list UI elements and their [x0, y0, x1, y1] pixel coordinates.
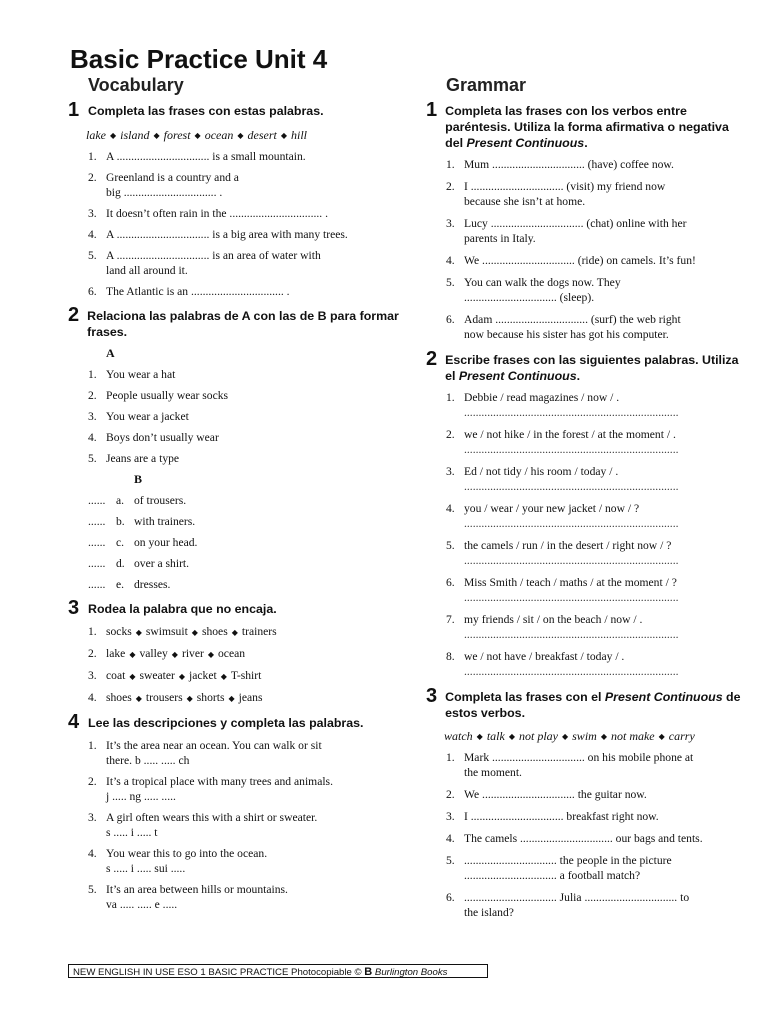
item-text — [464, 750, 746, 780]
word-option: shoes — [201, 625, 228, 638]
item-sentence-continued: the island? — [464, 906, 514, 919]
item-text — [106, 170, 400, 200]
list-item — [68, 690, 400, 706]
diamond-bullet-icon: ◆ — [476, 732, 483, 741]
diamond-bullet-icon: ◆ — [129, 672, 136, 681]
item-sentence: It’s a tropical place with many trees and animals. — [106, 775, 333, 788]
list-item — [68, 284, 400, 299]
diamond-bullet-icon: ◆ — [600, 732, 607, 741]
item-sentence-continued: land all around it. — [106, 264, 188, 277]
item-text: with trainers. — [134, 515, 196, 528]
list-item — [68, 738, 400, 768]
item-sentence: The Atlantic is an ................................ . — [106, 285, 290, 298]
item-number: 2. — [446, 180, 455, 193]
exercise-instruction: Escribe frases con las siguientes palabras. Utiliza el Present Continuous. — [445, 353, 739, 383]
answer-line: .......................................................................... — [464, 554, 679, 567]
item-number: 4. — [88, 431, 97, 444]
grammar-exercise-2 — [426, 349, 746, 679]
item-number: 2. — [88, 171, 97, 184]
vocab-exercise-3 — [68, 598, 400, 706]
diamond-bullet-icon: ◆ — [135, 628, 142, 637]
item-text — [106, 774, 400, 804]
diamond-bullet-icon: ◆ — [508, 732, 515, 741]
diamond-bullet-icon: ◆ — [110, 131, 117, 140]
item-number: 3. — [88, 811, 97, 824]
answer-blank: ...... — [88, 578, 106, 591]
item-number: 3. — [446, 810, 455, 823]
word-bank-item: forest — [163, 128, 191, 142]
item-sentence: You can walk the dogs now. They — [464, 276, 621, 289]
item-number: 4. — [446, 254, 455, 267]
exercise-instruction: Relaciona las palabras de A con las de B para formar frases. — [87, 309, 399, 339]
list-item — [426, 390, 746, 420]
word-option: river — [181, 647, 204, 660]
item-text: of trousers. — [134, 494, 187, 507]
diamond-bullet-icon: ◆ — [280, 131, 287, 140]
diamond-bullet-icon: ◆ — [561, 732, 569, 741]
item-number: 2. — [88, 647, 97, 660]
word-bank-item: hill — [291, 128, 308, 142]
exercise-number: 3 — [426, 685, 438, 707]
emphasis-text: Present Continuous — [458, 369, 577, 383]
diamond-bullet-icon: ◆ — [237, 131, 244, 140]
item-text — [464, 538, 746, 568]
list-item — [426, 809, 746, 824]
item-text — [464, 853, 746, 883]
item-sentence: A girl often wears this with a shirt or sweater. — [106, 811, 318, 824]
item-text — [464, 501, 746, 531]
item-text — [106, 430, 400, 445]
word-group — [106, 624, 400, 640]
page-footer — [68, 964, 488, 978]
word-option: trainers — [241, 625, 277, 638]
list-item — [68, 409, 400, 424]
item-number: 4. — [88, 691, 97, 704]
list-item — [426, 853, 746, 883]
emphasis-text: Present Continuous — [604, 690, 723, 704]
item-text — [464, 612, 746, 642]
word-option: shorts — [196, 691, 225, 704]
item-number: 6. — [446, 313, 455, 326]
word-bank-item: island — [120, 128, 150, 142]
exercise-items — [68, 738, 400, 912]
word-group — [106, 690, 400, 706]
list-item — [68, 367, 400, 382]
word-option: T-shirt — [230, 669, 262, 682]
diamond-bullet-icon: ◆ — [220, 672, 227, 681]
answer-blank: ...... — [88, 494, 106, 507]
answer-blank: ...... — [88, 536, 106, 549]
item-sentence: Adam ................................ (surf) the web right — [464, 313, 681, 326]
list-item — [68, 493, 400, 508]
list-item — [426, 612, 746, 642]
exercise-instruction: Rodea la palabra que no encaja. — [88, 602, 277, 616]
item-number: 3. — [446, 217, 455, 230]
answer-blank: ...... — [88, 557, 106, 570]
item-number: 4. — [88, 228, 97, 241]
item-text — [464, 157, 746, 172]
diamond-bullet-icon: ◆ — [194, 131, 201, 140]
word-bank-item: swim — [572, 729, 597, 743]
word-bank-item: not play — [518, 729, 558, 743]
exercise-number: 3 — [68, 597, 80, 619]
exercise-number: 4 — [68, 711, 80, 733]
list-item — [68, 248, 400, 278]
item-sentence: You wear a hat — [106, 368, 176, 381]
diamond-bullet-icon: ◆ — [228, 694, 235, 703]
item-text — [106, 810, 400, 840]
exercise-items — [68, 149, 400, 299]
item-sentence-continued: because she isn’t at home. — [464, 195, 586, 208]
item-text — [464, 275, 746, 305]
item-number: 5. — [88, 249, 97, 262]
item-number: 2. — [446, 788, 455, 801]
item-sentence: People usually wear socks — [106, 389, 229, 402]
item-number: 7. — [446, 613, 455, 626]
item-text — [464, 649, 746, 679]
item-sentence: Ed / not tidy / his room / today / . — [464, 465, 619, 478]
column-b-items — [68, 493, 400, 592]
item-sentence: Boys don’t usually wear — [106, 431, 219, 444]
item-text — [464, 390, 746, 420]
item-number: 1. — [446, 391, 455, 404]
item-text — [106, 409, 400, 424]
column-a-heading: A — [106, 346, 115, 360]
item-sentence: Jeans are a type — [106, 452, 180, 465]
grammar-column — [426, 100, 746, 927]
diamond-bullet-icon: ◆ — [178, 672, 186, 681]
item-sentence-continued: ................................ a football match? — [464, 869, 641, 882]
word-bank-item: watch — [444, 729, 473, 743]
item-number: 6. — [446, 891, 455, 904]
item-sentence: the camels / run / in the desert / right now / ? — [464, 539, 672, 552]
item-number: 3. — [88, 207, 97, 220]
item-sentence: It doesn’t often rain in the ................................ . — [106, 207, 328, 220]
item-sentence: I ................................ breakfast right now. — [464, 810, 659, 823]
list-item — [68, 646, 400, 662]
exercise-number: 2 — [426, 348, 438, 370]
item-text — [106, 388, 400, 403]
answer-line: .......................................................................... — [464, 665, 679, 678]
list-item — [426, 312, 746, 342]
diamond-bullet-icon: ◆ — [231, 628, 238, 637]
item-sentence-continued: there. b ..... ..... ch — [106, 754, 190, 767]
page-title: Basic Practice Unit 4 — [70, 44, 328, 74]
copyright-symbol: © — [354, 967, 362, 978]
list-item — [426, 575, 746, 605]
answer-line: .......................................................................... — [464, 443, 679, 456]
item-text — [106, 367, 400, 382]
list-item — [426, 501, 746, 531]
word-group — [106, 646, 400, 662]
publisher-logo-icon: B — [364, 966, 373, 978]
item-sentence-continued: now because his sister has got his computer. — [464, 328, 669, 341]
grammar-exercise-1 — [426, 100, 746, 342]
list-item — [68, 556, 400, 571]
item-text — [106, 227, 400, 242]
exercise-instruction: Completa las frases con estas palabras. — [88, 104, 324, 118]
item-sentence: Mark ................................ on his mobile phone at — [464, 751, 694, 764]
word-bank-item: ocean — [204, 128, 234, 142]
item-number: 6. — [88, 285, 97, 298]
item-sentence: The camels ................................ our bags and tents. — [464, 832, 703, 845]
item-number: 1. — [88, 368, 97, 381]
list-item — [426, 649, 746, 679]
item-number: 1. — [446, 751, 455, 764]
item-sentence: we / not hike / in the forest / at the moment / . — [464, 428, 676, 441]
diamond-bullet-icon: ◆ — [129, 650, 136, 659]
item-text — [464, 575, 746, 605]
item-text — [464, 787, 746, 802]
series-name: NEW ENGLISH IN USE ESO 1 — [73, 967, 206, 978]
item-number: 3. — [88, 410, 97, 423]
emphasis-text: Present Continuous — [466, 136, 585, 150]
item-number: 5. — [446, 854, 455, 867]
diamond-bullet-icon: ◆ — [207, 650, 214, 659]
item-text — [464, 216, 746, 246]
item-text: dresses. — [134, 578, 171, 591]
item-text — [464, 890, 746, 920]
list-item — [68, 535, 400, 550]
item-text — [464, 179, 746, 209]
item-sentence: we / not have / breakfast / today / . — [464, 650, 625, 663]
word-option: trousers — [145, 691, 183, 704]
vocab-exercise-2 — [68, 305, 400, 592]
vocabulary-column — [68, 100, 400, 918]
item-sentence-continued: j ..... ng ..... ..... — [106, 790, 176, 803]
list-item — [68, 514, 400, 529]
item-sentence-continued: the moment. — [464, 766, 522, 779]
list-item — [426, 890, 746, 920]
list-item — [68, 882, 400, 912]
item-number: 8. — [446, 650, 455, 663]
item-sentence-continued: big ................................ . — [106, 186, 223, 199]
exercise-instruction: Completa las frases con el Present Continuous de estos verbos. — [445, 690, 741, 720]
word-option: jeans — [238, 691, 263, 704]
list-item — [426, 275, 746, 305]
item-number: 5. — [88, 452, 97, 465]
item-text — [464, 312, 746, 342]
item-sentence-continued: parents in Italy. — [464, 232, 536, 245]
item-number: 2. — [88, 389, 97, 402]
answer-line: .......................................................................... — [464, 628, 679, 641]
exercise-items — [426, 750, 746, 920]
word-option: ocean — [218, 647, 246, 660]
item-text — [464, 253, 746, 268]
item-sentence: Miss Smith / teach / maths / at the moment / ? — [464, 576, 677, 589]
item-text: on your head. — [134, 536, 198, 549]
list-item — [426, 538, 746, 568]
word-option: lake — [106, 647, 126, 660]
item-number: 4. — [446, 832, 455, 845]
item-number: 1. — [446, 158, 455, 171]
item-number: 1. — [88, 150, 97, 163]
list-item — [68, 810, 400, 840]
list-item — [68, 577, 400, 592]
word-bank-item: not make — [610, 729, 655, 743]
item-sentence: It’s an area between hills or mountains. — [106, 883, 288, 896]
item-text — [464, 464, 746, 494]
list-item — [68, 624, 400, 640]
item-letter: c. — [116, 536, 125, 549]
word-option: shoes — [106, 691, 132, 704]
vocab-exercise-1 — [68, 100, 400, 299]
list-item — [68, 846, 400, 876]
item-sentence: ................................ Julia ................................ to — [464, 891, 690, 904]
item-text — [106, 882, 400, 912]
item-text — [464, 427, 746, 457]
exercise-items — [68, 624, 400, 706]
list-item — [426, 216, 746, 246]
word-bank — [444, 729, 746, 744]
list-item — [426, 427, 746, 457]
exercise-number: 1 — [426, 99, 438, 121]
answer-line: .......................................................................... — [464, 406, 679, 419]
word-group — [106, 668, 400, 684]
item-text — [106, 451, 400, 466]
diamond-bullet-icon: ◆ — [191, 628, 198, 637]
item-sentence: Debbie / read magazines / now / . — [464, 391, 620, 404]
item-number: 6. — [446, 576, 455, 589]
item-number: 1. — [88, 625, 97, 638]
diamond-bullet-icon: ◆ — [171, 650, 178, 659]
answer-line: .......................................................................... — [464, 517, 679, 530]
item-number: 3. — [446, 465, 455, 478]
item-number: 5. — [446, 276, 455, 289]
item-sentence: Greenland is a country and a — [106, 171, 239, 184]
item-sentence: We ................................ the guitar now. — [464, 788, 647, 801]
item-sentence-continued: ................................ (sleep). — [464, 291, 595, 304]
word-bank-item: talk — [486, 729, 505, 743]
item-letter: e. — [116, 578, 125, 591]
item-number: 4. — [446, 502, 455, 515]
item-sentence-continued: s ..... i ..... t — [106, 826, 158, 839]
item-text — [106, 738, 400, 768]
item-letter: d. — [116, 557, 125, 570]
word-bank-item: carry — [668, 729, 695, 743]
exercise-items — [426, 390, 746, 679]
item-sentence: I ................................ (visit) my friend now — [464, 180, 666, 193]
list-item — [68, 170, 400, 200]
word-option: coat — [106, 669, 126, 682]
item-number: 3. — [88, 669, 97, 682]
footer-label: BASIC PRACTICE Photocopiable — [208, 967, 352, 978]
item-text: over a shirt. — [134, 557, 190, 570]
vocab-exercise-4 — [68, 712, 400, 912]
item-sentence: We ................................ (ride) on camels. It’s fun! — [464, 254, 696, 267]
exercise-instruction: Completa las frases con los verbos entre paréntesis. Utiliza la forma afirmativa o negativa del Present Continuous. — [445, 104, 729, 150]
grammar-heading: Grammar — [446, 75, 527, 95]
item-sentence: You wear a jacket — [106, 410, 189, 423]
word-option: swimsuit — [145, 625, 188, 638]
word-bank-item: desert — [247, 128, 277, 142]
diamond-bullet-icon: ◆ — [135, 694, 142, 703]
item-text — [106, 284, 400, 299]
list-item — [426, 157, 746, 172]
item-letter: a. — [116, 494, 125, 507]
item-sentence: A ................................ is a small mountain. — [106, 150, 306, 163]
list-item — [68, 206, 400, 221]
list-item — [426, 787, 746, 802]
item-number: 5. — [88, 883, 97, 896]
list-item — [426, 253, 746, 268]
list-item — [68, 227, 400, 242]
list-item — [426, 750, 746, 780]
item-sentence-continued: s ..... i ..... sui ..... — [106, 862, 186, 875]
diamond-bullet-icon: ◆ — [153, 131, 160, 140]
diamond-bullet-icon: ◆ — [658, 732, 665, 741]
item-text — [106, 149, 400, 164]
exercise-items — [426, 157, 746, 342]
item-text — [464, 831, 746, 846]
item-sentence: ................................ the people in the picture — [464, 854, 672, 867]
item-sentence: Lucy ................................ (chat) online with her — [464, 217, 687, 230]
exercise-number: 1 — [68, 99, 80, 121]
list-item — [68, 668, 400, 684]
item-sentence: You wear this to go into the ocean. — [106, 847, 268, 860]
word-bank-item: lake — [86, 128, 106, 142]
list-item — [68, 774, 400, 804]
item-number: 4. — [88, 847, 97, 860]
list-item — [426, 831, 746, 846]
item-number: 1. — [88, 739, 97, 752]
item-sentence: Mum ................................ (have) coffee now. — [464, 158, 674, 171]
diamond-bullet-icon: ◆ — [186, 694, 193, 703]
item-number: 5. — [446, 539, 455, 552]
list-item — [68, 388, 400, 403]
word-option: sweater — [139, 669, 175, 682]
exercise-instruction: Lee las descripciones y completa las palabras. — [88, 716, 364, 730]
publisher-name: Burlington Books — [374, 967, 448, 978]
list-item — [68, 451, 400, 466]
word-bank — [86, 128, 400, 143]
item-sentence: A ................................ is a big area with many trees. — [106, 228, 348, 241]
word-option: jacket — [189, 669, 217, 682]
answer-line: .......................................................................... — [464, 591, 679, 604]
item-sentence: It’s the area near an ocean. You can walk or sit — [106, 739, 322, 752]
list-item — [68, 149, 400, 164]
grammar-exercise-3 — [426, 686, 746, 920]
word-option: valley — [139, 647, 168, 660]
item-number: 2. — [446, 428, 455, 441]
answer-line: .......................................................................... — [464, 480, 679, 493]
exercise-number: 2 — [68, 304, 80, 326]
answer-blank: ...... — [88, 515, 106, 528]
item-sentence: you / wear / your new jacket / now / ? — [464, 502, 640, 515]
item-text — [464, 809, 746, 824]
item-text — [106, 846, 400, 876]
item-sentence: A ................................ is an area of water with — [106, 249, 321, 262]
column-a-items — [68, 367, 400, 466]
item-text — [106, 206, 400, 221]
vocabulary-heading: Vocabulary — [88, 75, 184, 95]
item-sentence: my friends / sit / on the beach / now / . — [464, 613, 643, 626]
item-number: 2. — [88, 775, 97, 788]
word-option: socks — [106, 625, 132, 638]
list-item — [426, 464, 746, 494]
list-item — [68, 430, 400, 445]
item-letter: b. — [116, 515, 125, 528]
list-item — [426, 179, 746, 209]
item-sentence-continued: va ..... ..... e ..... — [106, 898, 178, 911]
column-b-heading: B — [134, 472, 143, 486]
item-text — [106, 248, 400, 278]
